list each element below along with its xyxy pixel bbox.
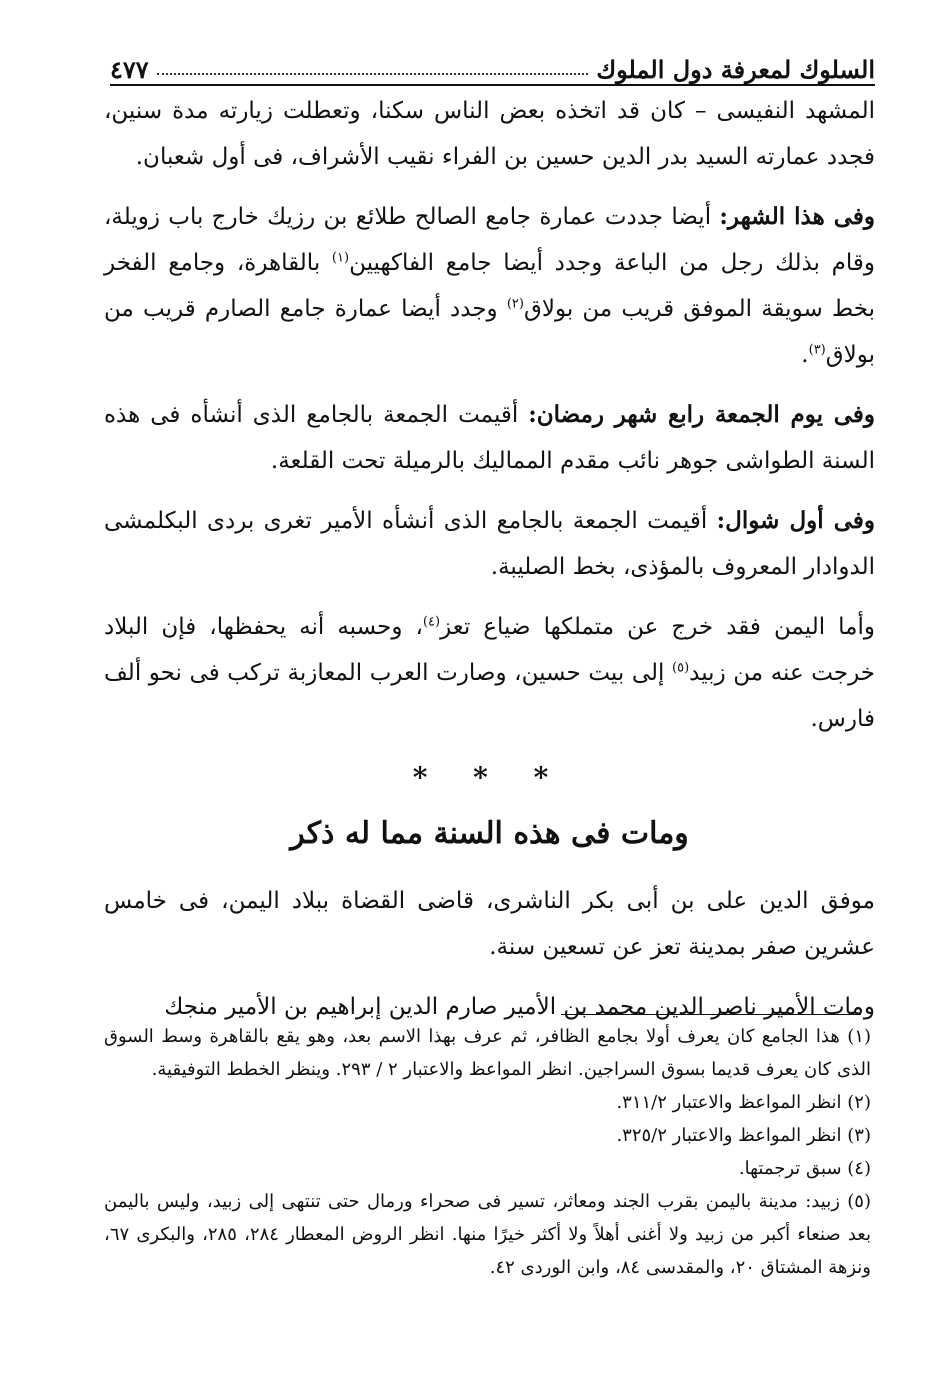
paragraph-3-lead: وفى يوم الجمعة رابع شهر رمضان: — [528, 401, 875, 428]
footnote-ref-1: (١) — [331, 250, 350, 266]
footnote-ref-5: (٥) — [672, 660, 690, 676]
paragraph-5-text-a: وأما اليمن فقد خرج عن متملكها ضياع تعز — [440, 614, 875, 640]
paragraph-2-text-a: أيضا جددت عمارة جامع الصالح طلائع بن رزيك خارج باب زويلة، وقام بذلك رجل من الباعة وجدد أيضا جامع الفاكهيين — [104, 204, 876, 276]
paragraph-5-text-b: ، وحسبه أنه يحفظها، فإن البلاد خرجت عنه من زبيد — [104, 614, 876, 686]
paragraph-3 — [104, 392, 875, 484]
header-dot-leader — [157, 73, 589, 75]
footnote-4: (٤) سبق ترجمتها. — [738, 1158, 871, 1179]
paragraph-2-text-b: بالقاهرة، وجامع الفخر بخط سويقة الموفق قريب من بولاق — [104, 250, 875, 322]
paragraph-4 — [104, 498, 875, 590]
footnote-2: (٢) انظر المواعظ والاعتبار ٣١١/٢. — [616, 1092, 871, 1113]
paragraph-1: المشهد النفيسى – كان قد اتخذه بعض الناس سكنا، وتعطلت زيارته مدة سنين، فجدد عمارته السيد بدر الدين حسين بن الفراء نقيب الأشراف، فى أول شعبان. — [104, 98, 875, 170]
paragraph-2-text-c: وجدد أيضا عمارة جامع الصارم قريب من بولاق — [104, 296, 875, 368]
section-separator-stars: * * * — [412, 761, 567, 794]
paragraph-5 — [104, 604, 875, 742]
paragraph-6: موفق الدين على بن أبى بكر الناشرى، قاضى القضاة ببلاد اليمن، فى خامس عشرين صفر بمدينة تعز عن تسعين سنة. — [104, 888, 875, 960]
paragraph-5-text-c: إلى بيت حسين، وصارت العرب المعازبة تركب فى نحو ألف فارس. — [104, 660, 875, 732]
paragraph-2-text-d: . — [801, 342, 809, 368]
paragraph-3-text: أقيمت الجمعة بالجامع الذى أنشأه فى هذه السنة الطواشى جوهر نائب مقدم المماليك بالرميلة تحت القلعة. — [104, 402, 875, 474]
page-header — [110, 44, 875, 86]
paragraph-2 — [104, 194, 875, 378]
footnote-separator — [561, 1014, 861, 1015]
footnote-3: (٣) انظر المواعظ والاعتبار ٣٢٥/٢. — [616, 1125, 871, 1146]
footnotes — [104, 1020, 871, 1284]
running-title: السلوك لمعرفة دول الملوك — [596, 55, 875, 84]
paragraph-4-lead: وفى أول شوال: — [716, 507, 875, 534]
footnote-ref-2: (٢) — [506, 296, 524, 312]
footnote-1: (١) هذا الجامع كان يعرف أولا بجامع الظافر، ثم عرف بهذا الاسم بعد، وهو يقع بالقاهرة وسط السوق الذى كان يعرف قديما بسوق السراجين. انظر المواعظ والاعتبار ٢ / ٢٩٣. وينظر الخطط التوفيقية. — [104, 1026, 871, 1080]
footnote-ref-3: (٣) — [808, 342, 826, 358]
main-text — [104, 88, 875, 1044]
section-title: ومات فى هذه السنة مما له ذكر — [290, 816, 689, 851]
footnote-ref-4: (٤) — [422, 614, 441, 630]
paragraph-4-text: أقيمت الجمعة بالجامع الذى أنشأه الأمير تغرى بردى البكلمشى الدوادار المعروف بالمؤذى، بخط الصليبة. — [104, 508, 875, 580]
paragraph-2-lead: وفى هذا الشهر: — [719, 203, 875, 230]
footnote-5: (٥) زبيد: مدينة باليمن بقرب الجند ومعاثر، تسير فى صحراء ورمال حتى تنتهى إلى زبيد، وليس باليمن بعد صنعاء أكبر من زبيد ولا أغنى أهلاً ولا أكثر خيرًا منها. انظر الروض المعطار ٢٨٤، ٢٨٥، والبكرى ٦٧، ونزهة المشتاق ٢٠، والمقدسى ٨٤، وابن الوردى ٤٢. — [104, 1191, 872, 1278]
page-number: ٤٧٧ — [110, 55, 149, 84]
paragraph-7: ومات الأمير ناصر الدين محمد بن الأمير صارم الدين إبراهيم بن الأمير منجك — [164, 994, 875, 1020]
